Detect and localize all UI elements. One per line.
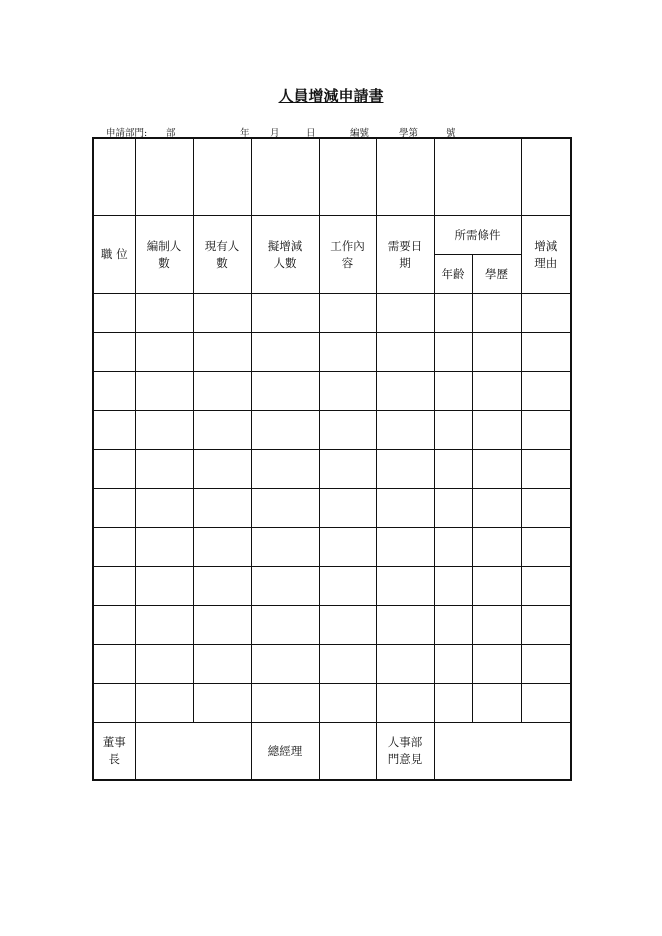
- hr-opinion-label: 人事部門意見: [376, 723, 434, 781]
- table-cell[interactable]: [93, 489, 135, 528]
- table-cell[interactable]: [434, 567, 472, 606]
- table-cell[interactable]: [251, 528, 319, 567]
- document-title: 人員增減申請書: [278, 87, 384, 105]
- blank-top-row: [93, 138, 571, 216]
- table-cell[interactable]: [135, 333, 193, 372]
- table-cell[interactable]: [521, 645, 571, 684]
- blank-cell[interactable]: [135, 138, 193, 216]
- table-cell[interactable]: [193, 411, 251, 450]
- header-requirements: 所需條件: [434, 216, 521, 255]
- table-cell[interactable]: [376, 606, 434, 645]
- table-cell[interactable]: [376, 294, 434, 333]
- table-cell[interactable]: [93, 411, 135, 450]
- table-cell[interactable]: [319, 294, 376, 333]
- table-cell[interactable]: [193, 528, 251, 567]
- table-cell[interactable]: [135, 489, 193, 528]
- table-cell[interactable]: [376, 645, 434, 684]
- table-cell[interactable]: [376, 450, 434, 489]
- table-cell[interactable]: [193, 684, 251, 723]
- table-cell[interactable]: [472, 528, 521, 567]
- table-cell[interactable]: [521, 450, 571, 489]
- table-cell[interactable]: [376, 567, 434, 606]
- request-form-table: [92, 137, 572, 781]
- table-cell[interactable]: [93, 684, 135, 723]
- table-cell[interactable]: [193, 450, 251, 489]
- blank-cell[interactable]: [434, 138, 521, 216]
- blank-cell[interactable]: [319, 138, 376, 216]
- table-cell[interactable]: [135, 450, 193, 489]
- table-cell[interactable]: [135, 294, 193, 333]
- blank-cell[interactable]: [521, 138, 571, 216]
- table-cell[interactable]: [376, 411, 434, 450]
- dept-value: 部: [166, 128, 176, 139]
- table-cell[interactable]: [319, 684, 376, 723]
- table-cell[interactable]: [521, 489, 571, 528]
- table-cell[interactable]: [251, 372, 319, 411]
- table-cell[interactable]: [93, 567, 135, 606]
- table-cell[interactable]: [376, 372, 434, 411]
- table-cell[interactable]: [376, 333, 434, 372]
- table-cell[interactable]: [434, 645, 472, 684]
- header-education: 學歷: [472, 255, 521, 294]
- table-cell[interactable]: [319, 333, 376, 372]
- month-label: 月: [270, 128, 280, 139]
- table-cell[interactable]: [251, 645, 319, 684]
- table-row: [93, 567, 571, 606]
- blank-cell[interactable]: [193, 138, 251, 216]
- table-cell[interactable]: [135, 684, 193, 723]
- header-position: 職 位: [93, 216, 135, 294]
- header-needed-date: 需要日期: [376, 216, 434, 294]
- table-cell[interactable]: [521, 567, 571, 606]
- signature-row: [93, 723, 571, 781]
- header-current: 現有人數: [193, 216, 251, 294]
- table-cell[interactable]: [521, 411, 571, 450]
- table-cell[interactable]: [434, 489, 472, 528]
- blank-cell[interactable]: [376, 138, 434, 216]
- table-cell[interactable]: [472, 411, 521, 450]
- table-cell[interactable]: [135, 528, 193, 567]
- table-cell[interactable]: [193, 294, 251, 333]
- table-cell[interactable]: [472, 645, 521, 684]
- table-cell[interactable]: [434, 606, 472, 645]
- table-cell[interactable]: [251, 567, 319, 606]
- table-cell[interactable]: [93, 372, 135, 411]
- table-cell[interactable]: [472, 372, 521, 411]
- year-label: 年: [240, 128, 250, 139]
- table-cell[interactable]: [319, 489, 376, 528]
- blank-cell[interactable]: [251, 138, 319, 216]
- blank-cell[interactable]: [93, 138, 135, 216]
- header-planned: 擬增減人數: [251, 216, 319, 294]
- table-cell[interactable]: [135, 372, 193, 411]
- table-cell[interactable]: [251, 411, 319, 450]
- table-cell[interactable]: [434, 528, 472, 567]
- dept-label: 申請部門:: [106, 128, 148, 139]
- table-cell[interactable]: [472, 294, 521, 333]
- table-row: [93, 450, 571, 489]
- table-cell[interactable]: [251, 489, 319, 528]
- table-cell[interactable]: [319, 450, 376, 489]
- header-reason: 增減理由: [521, 216, 571, 294]
- gm-signature-field[interactable]: [319, 723, 376, 781]
- table-cell[interactable]: [93, 528, 135, 567]
- table-cell[interactable]: [193, 606, 251, 645]
- table-cell[interactable]: [521, 372, 571, 411]
- table-cell[interactable]: [521, 528, 571, 567]
- code-end: 號: [446, 128, 456, 139]
- table-cell[interactable]: [521, 684, 571, 723]
- table-row: [93, 606, 571, 645]
- header-work: 工作內容: [319, 216, 376, 294]
- header-row: [93, 216, 571, 255]
- header-age: 年齡: [434, 255, 472, 294]
- table-cell[interactable]: [193, 489, 251, 528]
- table-cell[interactable]: [434, 684, 472, 723]
- table-cell[interactable]: [193, 333, 251, 372]
- table-cell[interactable]: [434, 450, 472, 489]
- table-cell[interactable]: [434, 411, 472, 450]
- table-cell[interactable]: [251, 294, 319, 333]
- table-cell[interactable]: [135, 606, 193, 645]
- table-row: [93, 645, 571, 684]
- table-cell[interactable]: [193, 372, 251, 411]
- table-cell[interactable]: [319, 528, 376, 567]
- table-cell[interactable]: [319, 606, 376, 645]
- table-cell[interactable]: [319, 411, 376, 450]
- table-cell[interactable]: [521, 606, 571, 645]
- table-cell[interactable]: [434, 294, 472, 333]
- table-row: [93, 411, 571, 450]
- table-cell[interactable]: [319, 372, 376, 411]
- hr-opinion-field[interactable]: [434, 723, 571, 781]
- table-cell[interactable]: [93, 333, 135, 372]
- day-label: 日: [306, 128, 316, 139]
- header-quota: 編制人數: [135, 216, 193, 294]
- table-row: [93, 684, 571, 723]
- table-cell[interactable]: [472, 333, 521, 372]
- table-cell[interactable]: [135, 567, 193, 606]
- table-cell[interactable]: [521, 333, 571, 372]
- table-cell[interactable]: [376, 684, 434, 723]
- table-row: [93, 528, 571, 567]
- table-row: [93, 333, 571, 372]
- table-cell[interactable]: [251, 333, 319, 372]
- chairman-label: 董事長: [93, 723, 135, 781]
- code-mid: 學第: [399, 128, 419, 139]
- table-cell[interactable]: [251, 450, 319, 489]
- gm-label: 總經理: [251, 723, 319, 781]
- table-cell[interactable]: [472, 489, 521, 528]
- table-cell[interactable]: [251, 684, 319, 723]
- table-cell[interactable]: [319, 567, 376, 606]
- table-cell[interactable]: [93, 606, 135, 645]
- chairman-signature-field[interactable]: [135, 723, 251, 781]
- table-cell[interactable]: [93, 450, 135, 489]
- table-cell[interactable]: [521, 294, 571, 333]
- table-cell[interactable]: [93, 645, 135, 684]
- table-cell[interactable]: [472, 450, 521, 489]
- table-cell[interactable]: [434, 372, 472, 411]
- table-cell[interactable]: [434, 333, 472, 372]
- table-cell[interactable]: [319, 645, 376, 684]
- table-cell[interactable]: [193, 567, 251, 606]
- table-cell[interactable]: [93, 294, 135, 333]
- table-cell[interactable]: [472, 606, 521, 645]
- table-cell[interactable]: [193, 645, 251, 684]
- table-cell[interactable]: [251, 606, 319, 645]
- code-label: 編號: [350, 128, 370, 139]
- table-row: [93, 372, 571, 411]
- table-cell[interactable]: [376, 489, 434, 528]
- table-cell[interactable]: [135, 411, 193, 450]
- table-cell[interactable]: [472, 567, 521, 606]
- table-cell[interactable]: [135, 645, 193, 684]
- table-row: [93, 489, 571, 528]
- table-cell[interactable]: [376, 528, 434, 567]
- table-row: [93, 294, 571, 333]
- table-cell[interactable]: [472, 684, 521, 723]
